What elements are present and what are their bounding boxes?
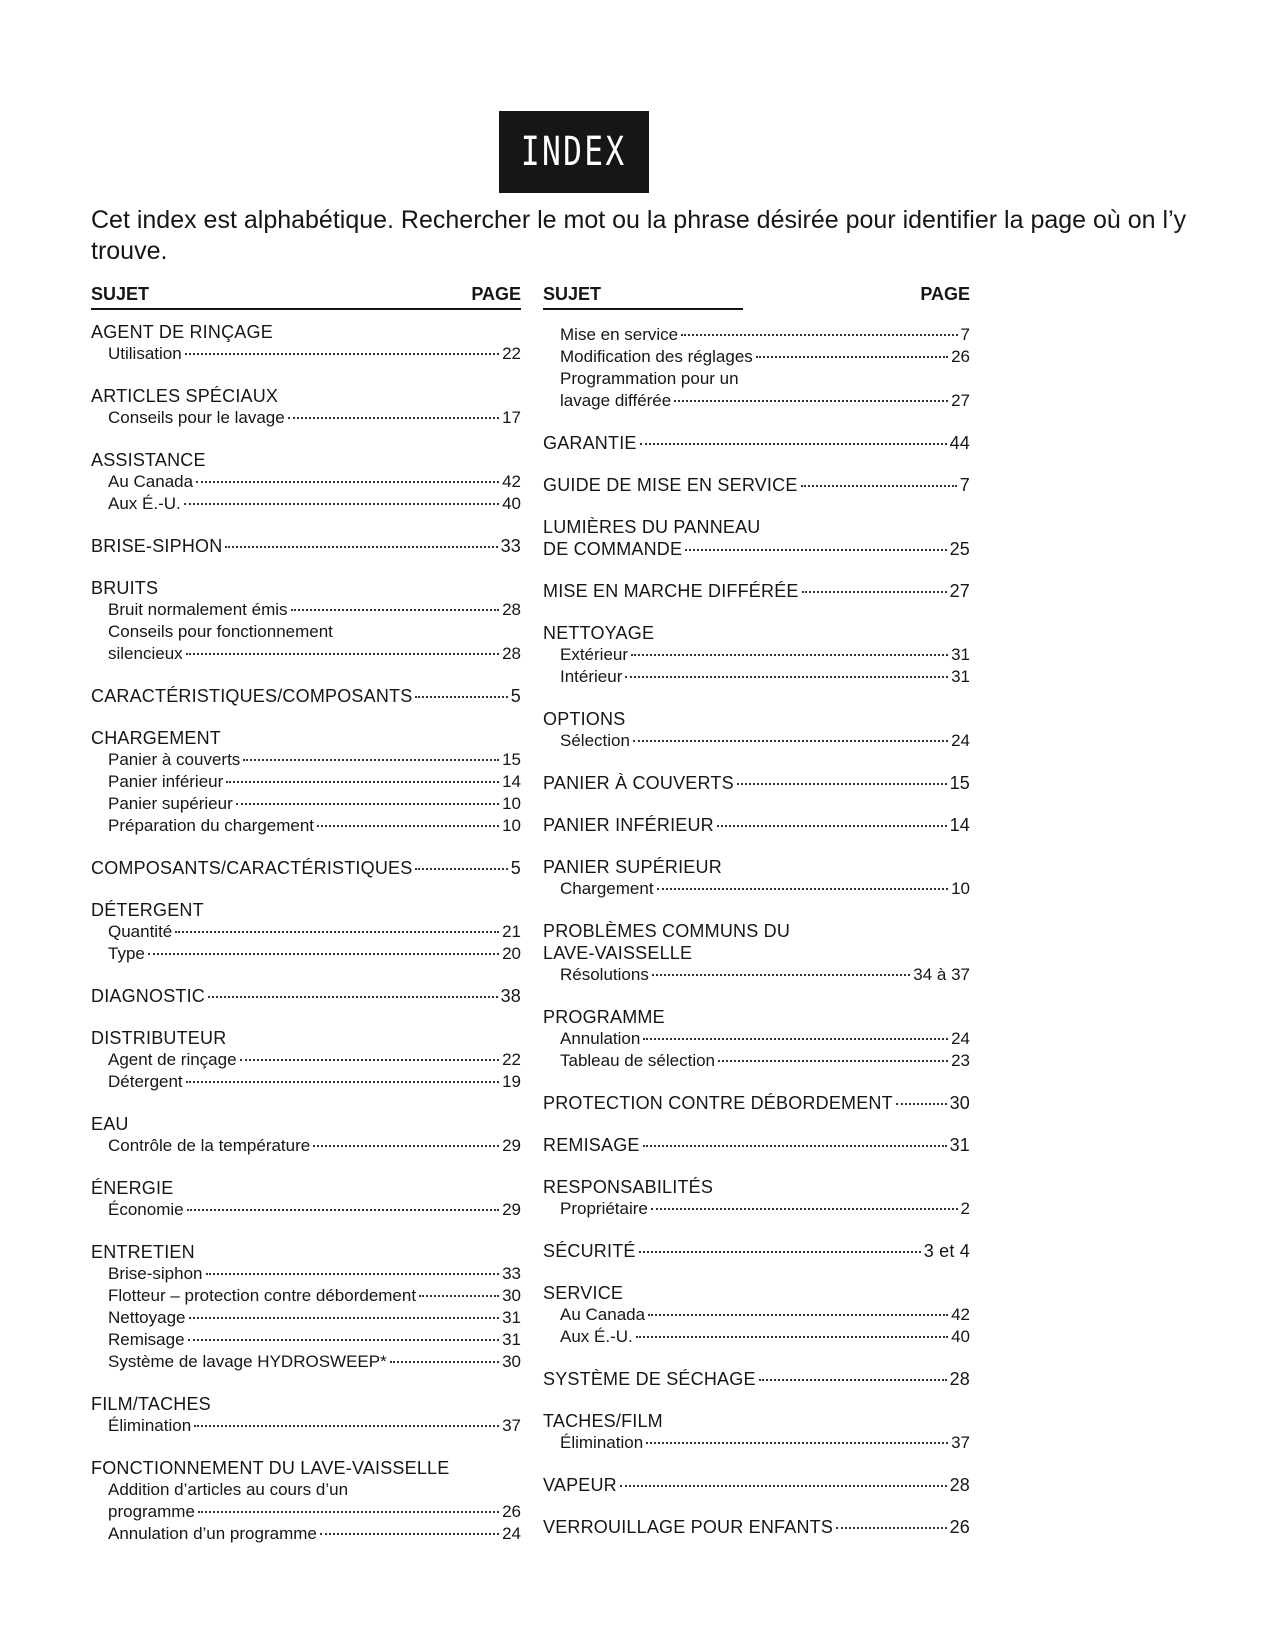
page-number: 7 [959, 475, 970, 495]
index-entry [91, 685, 521, 707]
entry-title: SYSTÈME DE SÉCHAGE [543, 1369, 756, 1389]
page-number: 29 [502, 1136, 521, 1155]
index-entry [543, 856, 970, 900]
sub-entry-line [91, 1135, 521, 1157]
page-number: 24 [951, 1029, 970, 1048]
sub-entry-line [91, 1263, 521, 1285]
entry-title: EAU [91, 1114, 129, 1134]
dot-leader [896, 1103, 947, 1105]
dot-leader [320, 1533, 499, 1535]
index-entry [91, 449, 521, 515]
index-entry [543, 814, 970, 836]
sub-entry-label: Bruit normalement émis [108, 600, 288, 619]
sub-entry-line [91, 599, 521, 621]
index-entry [91, 899, 521, 965]
page-number: 34 à 37 [913, 965, 970, 984]
page-number: 22 [502, 344, 521, 363]
entry-title: PANIER À COUVERTS [543, 773, 734, 793]
entry-title: FILM/TACHES [91, 1394, 211, 1414]
sub-entry-line [91, 1049, 521, 1071]
sub-entry-label: Mise en service [560, 325, 679, 344]
entry-title-line [91, 685, 521, 707]
page-number: 22 [502, 1050, 521, 1069]
index-entry [91, 1457, 521, 1545]
dot-leader [636, 1336, 948, 1338]
page-number: 37 [951, 1433, 970, 1452]
page-number: 14 [502, 772, 521, 791]
page-number: 21 [502, 922, 521, 941]
sub-entry-line [543, 346, 970, 368]
entry-title: RESPONSABILITÉS [543, 1177, 714, 1197]
index-entry [543, 772, 970, 794]
sub-entry-label: Chargement [560, 879, 654, 898]
dot-leader [419, 1295, 499, 1297]
entry-title-line [543, 580, 970, 602]
dot-leader [184, 503, 499, 505]
dot-leader [185, 353, 499, 355]
sub-entry-line [543, 1432, 970, 1454]
sub-entry-line [91, 1351, 521, 1373]
sub-entry-label: Brise-siphon [108, 1264, 203, 1283]
dot-leader [801, 485, 957, 487]
dot-leader [759, 1379, 947, 1381]
index-entry [91, 1241, 521, 1373]
entry-title: PANIER SUPÉRIEUR [543, 857, 722, 877]
entry-title-pre: LUMIÈRES DU PANNEAU [543, 517, 761, 537]
index-column-left [91, 283, 521, 1565]
page-number: 15 [502, 750, 521, 769]
dot-leader [175, 931, 499, 933]
index-entry [543, 1240, 970, 1262]
dot-leader [643, 1038, 948, 1040]
sub-entry-line [91, 943, 521, 965]
sub-entry-line [91, 1307, 521, 1329]
index-entry [91, 577, 521, 665]
page-number: 28 [502, 644, 521, 663]
entry-title: ASSISTANCE [91, 450, 206, 470]
dot-leader [415, 868, 507, 870]
page-number: 5 [510, 686, 521, 706]
sub-entry-label: Élimination [560, 1433, 644, 1452]
page-number: 25 [949, 539, 970, 559]
dot-leader [188, 1339, 500, 1341]
page-number: 31 [951, 667, 970, 686]
page-number: 15 [949, 773, 970, 793]
entry-title: VERROUILLAGE POUR ENFANTS [543, 1517, 834, 1537]
sub-entry-label: lavage différée [560, 391, 672, 410]
dot-leader [226, 781, 499, 783]
sub-entry-line [543, 878, 970, 900]
entry-title: SERVICE [543, 1283, 624, 1303]
sub-entry-line [91, 1071, 521, 1093]
sub-entry-label: Système de lavage HYDROSWEEP* [108, 1352, 387, 1371]
dot-leader [717, 825, 947, 827]
entry-title-line [91, 857, 521, 879]
page-number: 26 [502, 1502, 521, 1521]
sub-entry-label: Détergent [108, 1072, 183, 1091]
index-entry [543, 1474, 970, 1496]
sub-entry-line [91, 771, 521, 793]
page-number: 37 [502, 1416, 521, 1435]
entry-title-line [91, 985, 521, 1007]
page-number: 24 [951, 731, 970, 750]
page-number: 31 [951, 645, 970, 664]
sub-entry-label: Tableau de sélection [560, 1051, 716, 1070]
page-number: 24 [502, 1524, 521, 1543]
sub-entry-line [91, 343, 521, 365]
entry-title: REMISAGE [543, 1135, 640, 1155]
sub-entry-label: Aux É.-U. [560, 1327, 633, 1346]
index-entry [543, 1134, 970, 1156]
index-title-box [499, 111, 649, 193]
entry-title: DIAGNOSTIC [91, 986, 206, 1006]
sub-entry-label: Propriétaire [560, 1199, 648, 1218]
entry-title: VAPEUR [543, 1475, 617, 1495]
sub-entry-line [543, 666, 970, 688]
index-entry [543, 474, 970, 496]
sub-entry-label: Flotteur – protection contre débordement [108, 1286, 417, 1305]
index-entry [91, 1393, 521, 1437]
sub-entry-line [91, 471, 521, 493]
index-entry [543, 1176, 970, 1220]
page-number: 19 [502, 1072, 521, 1091]
entry-title-line [543, 1134, 970, 1156]
entry-title: ÉNERGIE [91, 1178, 174, 1198]
sub-entry-label: Au Canada [108, 472, 194, 491]
page-number: 14 [949, 815, 970, 835]
page-number: 40 [502, 494, 521, 513]
index-entry [91, 727, 521, 837]
page-number: 42 [502, 472, 521, 491]
sub-entry-line [91, 1285, 521, 1307]
entry-title-line [543, 1368, 970, 1390]
sub-entry-label: Annulation [560, 1029, 641, 1048]
entry-title: CHARGEMENT [91, 728, 222, 748]
dot-leader [737, 783, 947, 785]
sub-entry-line [91, 749, 521, 771]
entry-title: PROGRAMME [543, 1007, 665, 1027]
header-page: PAGE [920, 284, 970, 304]
index-entry [91, 985, 521, 1007]
header-subject: SUJET [91, 284, 150, 304]
entry-title: LAVE-VAISSELLE [543, 943, 693, 963]
sub-entry-pre: Conseils pour fonctionnement [108, 622, 333, 641]
page-number: 27 [949, 581, 970, 601]
dot-leader [196, 481, 499, 483]
dot-leader [187, 1209, 499, 1211]
sub-entry-label: Résolutions [560, 965, 649, 984]
sub-entry-label: Remisage [108, 1330, 185, 1349]
sub-entry-line [543, 390, 970, 412]
dot-leader [206, 1273, 500, 1275]
sub-entry-label: Préparation du chargement [108, 816, 315, 835]
dot-leader [236, 803, 499, 805]
sub-entry-line [543, 1326, 970, 1348]
entry-title: DÉTERGENT [91, 900, 204, 920]
page-number: 5 [510, 858, 521, 878]
page-number: 10 [951, 879, 970, 898]
sub-entry-line [543, 644, 970, 666]
entry-title-line [91, 535, 521, 557]
sub-entry-line [91, 1501, 521, 1523]
dot-leader [390, 1361, 499, 1363]
entry-title-line [543, 1474, 970, 1496]
page-number: 23 [951, 1051, 970, 1070]
entry-title: AGENT DE RINÇAGE [91, 322, 273, 342]
dot-leader [240, 1059, 500, 1061]
sub-entry-label: Panier à couverts [108, 750, 241, 769]
header-page: PAGE [471, 284, 521, 304]
page-number: 2 [960, 1199, 970, 1218]
page-number: 28 [502, 600, 521, 619]
index-entry [543, 622, 970, 688]
dot-leader [625, 676, 948, 678]
sub-entry-line [543, 1028, 970, 1050]
sub-entry-line [91, 643, 521, 665]
sub-entry-line [543, 324, 970, 346]
dot-leader [639, 1251, 921, 1253]
entry-title-line [543, 538, 970, 560]
page-number: 31 [502, 1330, 521, 1349]
page-number: 44 [949, 433, 970, 453]
page-number: 30 [949, 1093, 970, 1113]
page-number: 10 [502, 816, 521, 835]
page-number: 30 [502, 1352, 521, 1371]
entry-title: FONCTIONNEMENT DU LAVE-VAISSELLE [91, 1458, 450, 1478]
index-entry [543, 1410, 970, 1454]
right-entries [543, 324, 970, 1538]
index-entry [91, 857, 521, 879]
entry-title-line [543, 1516, 970, 1538]
sub-entry-label: Aux É.-U. [108, 494, 181, 513]
dot-leader [288, 417, 499, 419]
dot-leader [685, 549, 946, 551]
dot-leader [836, 1527, 947, 1529]
sub-entry-label: Agent de rinçage [108, 1050, 237, 1069]
entry-title-line [543, 814, 970, 836]
sub-entry-line [543, 730, 970, 752]
page-number: 28 [949, 1369, 970, 1389]
sub-entry-label: Annulation d’un programme [108, 1524, 317, 1543]
left-entries [91, 321, 521, 1545]
page-number: 40 [951, 1327, 970, 1346]
dot-leader [291, 609, 500, 611]
index-entry [91, 535, 521, 557]
sub-entry-label: Utilisation [108, 344, 182, 363]
dot-leader [681, 334, 957, 336]
entry-title: GARANTIE [543, 433, 637, 453]
entry-title: DISTRIBUTEUR [91, 1028, 227, 1048]
sub-entry-line [543, 964, 970, 986]
entry-title-line [543, 772, 970, 794]
sub-entry-line [91, 793, 521, 815]
entry-title: OPTIONS [543, 709, 626, 729]
index-entry [91, 385, 521, 429]
dot-leader [646, 1442, 948, 1444]
index-title: INDEX [521, 129, 627, 175]
entry-title: DE COMMANDE [543, 539, 683, 559]
dot-leader [718, 1060, 948, 1062]
index-entry [91, 321, 521, 365]
dot-leader [633, 740, 948, 742]
page-number: 28 [949, 1475, 970, 1495]
dot-leader [194, 1425, 499, 1427]
index-entry [543, 1282, 970, 1348]
dot-leader [802, 591, 947, 593]
sub-entry-line [91, 1199, 521, 1221]
entry-title-line [543, 432, 970, 454]
sub-entry-line [91, 815, 521, 837]
sub-entry-label: Modification des réglages [560, 347, 753, 366]
sub-entry-label: Panier supérieur [108, 794, 233, 813]
entry-title: SÉCURITÉ [543, 1241, 636, 1261]
entry-title-line [543, 1092, 970, 1114]
sub-entry-line [543, 1050, 970, 1072]
entry-title: NETTOYAGE [543, 623, 655, 643]
header-subject: SUJET [543, 283, 743, 310]
index-entry [543, 1516, 970, 1538]
page-number: 10 [502, 794, 521, 813]
entry-title-line [543, 1240, 970, 1262]
column-header [543, 283, 970, 313]
dot-leader [652, 974, 910, 976]
sub-entry-label: Économie [108, 1200, 184, 1219]
page-number: 33 [502, 1264, 521, 1283]
sub-entry-label: silencieux [108, 644, 183, 663]
sub-entry-label: Intérieur [560, 667, 623, 686]
sub-entry-line [91, 1523, 521, 1545]
index-entry [91, 1113, 521, 1157]
index-entry [543, 1092, 970, 1114]
dot-leader [313, 1145, 499, 1147]
dot-leader [631, 654, 948, 656]
sub-entry-label: Au Canada [560, 1305, 646, 1324]
dot-leader [148, 953, 499, 955]
entry-title: BRISE-SIPHON [91, 536, 223, 556]
dot-leader [657, 888, 949, 890]
sub-entry-pre: Addition d’articles au cours d’un [108, 1480, 349, 1499]
sub-entry-label: programme [108, 1502, 195, 1521]
sub-entry-line [91, 407, 521, 429]
dot-leader [186, 1081, 499, 1083]
entry-title: PANIER INFÉRIEUR [543, 815, 714, 835]
intro-text: Cet index est alphabétique. Rechercher le mot ou la phrase désirée pour identifier la page où on l’y trouve. [91, 206, 1187, 265]
entry-title: BRUITS [91, 578, 159, 598]
entry-title-line [543, 474, 970, 496]
dot-leader [243, 759, 499, 761]
dot-leader [756, 356, 948, 358]
page-number: 20 [502, 944, 521, 963]
entry-title-pre: PROBLÈMES COMMUNS DU [543, 921, 791, 941]
index-column-right [543, 283, 970, 1558]
dot-leader [415, 696, 507, 698]
page-number: 42 [951, 1305, 970, 1324]
dot-leader [225, 546, 497, 548]
sub-entry-line [91, 1415, 521, 1437]
page-number: 31 [502, 1308, 521, 1327]
index-entry [543, 324, 970, 412]
index-entry [543, 708, 970, 752]
index-entry [543, 432, 970, 454]
dot-leader [208, 996, 498, 998]
entry-title: TACHES/FILM [543, 1411, 663, 1431]
entry-title: ARTICLES SPÉCIAUX [91, 386, 279, 406]
sub-entry-label: Élimination [108, 1416, 192, 1435]
sub-entry-label: Contrôle de la température [108, 1136, 311, 1155]
sub-entry-label: Sélection [560, 731, 630, 750]
sub-entry-line [543, 1198, 970, 1220]
column-header [91, 283, 521, 310]
index-entry [91, 1027, 521, 1093]
entry-title: CARACTÉRISTIQUES/COMPOSANTS [91, 686, 413, 706]
sub-entry-label: Extérieur [560, 645, 629, 664]
sub-entry-label: Conseils pour le lavage [108, 408, 285, 427]
page-number: 31 [949, 1135, 970, 1155]
dot-leader [186, 653, 499, 655]
sub-entry-label: Nettoyage [108, 1308, 186, 1327]
page-number: 7 [960, 325, 970, 344]
sub-entry-line [91, 493, 521, 515]
index-entry [543, 516, 970, 560]
sub-entry-label: Type [108, 944, 145, 963]
entry-title: ENTRETIEN [91, 1242, 195, 1262]
page-number: 27 [951, 391, 970, 410]
page-number: 33 [500, 536, 521, 556]
page-number: 29 [502, 1200, 521, 1219]
dot-leader [648, 1314, 948, 1316]
entry-title: COMPOSANTS/CARACTÉRISTIQUES [91, 858, 413, 878]
page-number: 26 [951, 347, 970, 366]
index-entry [543, 1006, 970, 1072]
dot-leader [640, 443, 947, 445]
dot-leader [674, 400, 948, 402]
entry-title: MISE EN MARCHE DIFFÉRÉE [543, 581, 799, 601]
dot-leader [189, 1317, 500, 1319]
dot-leader [198, 1511, 499, 1513]
sub-entry-line [91, 921, 521, 943]
page-number: 30 [502, 1286, 521, 1305]
index-entry [543, 1368, 970, 1390]
sub-entry-label: Quantité [108, 922, 173, 941]
sub-entry-label: Panier inférieur [108, 772, 224, 791]
page-number: 3 et 4 [923, 1241, 970, 1261]
index-entry [91, 1177, 521, 1221]
entry-title: GUIDE DE MISE EN SERVICE [543, 475, 798, 495]
index-entry [543, 920, 970, 986]
sub-entry-line [543, 1304, 970, 1326]
page-number: 17 [502, 408, 521, 427]
page-number: 26 [949, 1517, 970, 1537]
dot-leader [317, 825, 499, 827]
sub-entry-line [91, 1329, 521, 1351]
dot-leader [651, 1208, 958, 1210]
dot-leader [643, 1145, 947, 1147]
sub-entry-pre: Programmation pour un [560, 369, 739, 388]
page-number: 38 [500, 986, 521, 1006]
index-entry [543, 580, 970, 602]
dot-leader [620, 1485, 947, 1487]
entry-title: PROTECTION CONTRE DÉBORDEMENT [543, 1093, 893, 1113]
